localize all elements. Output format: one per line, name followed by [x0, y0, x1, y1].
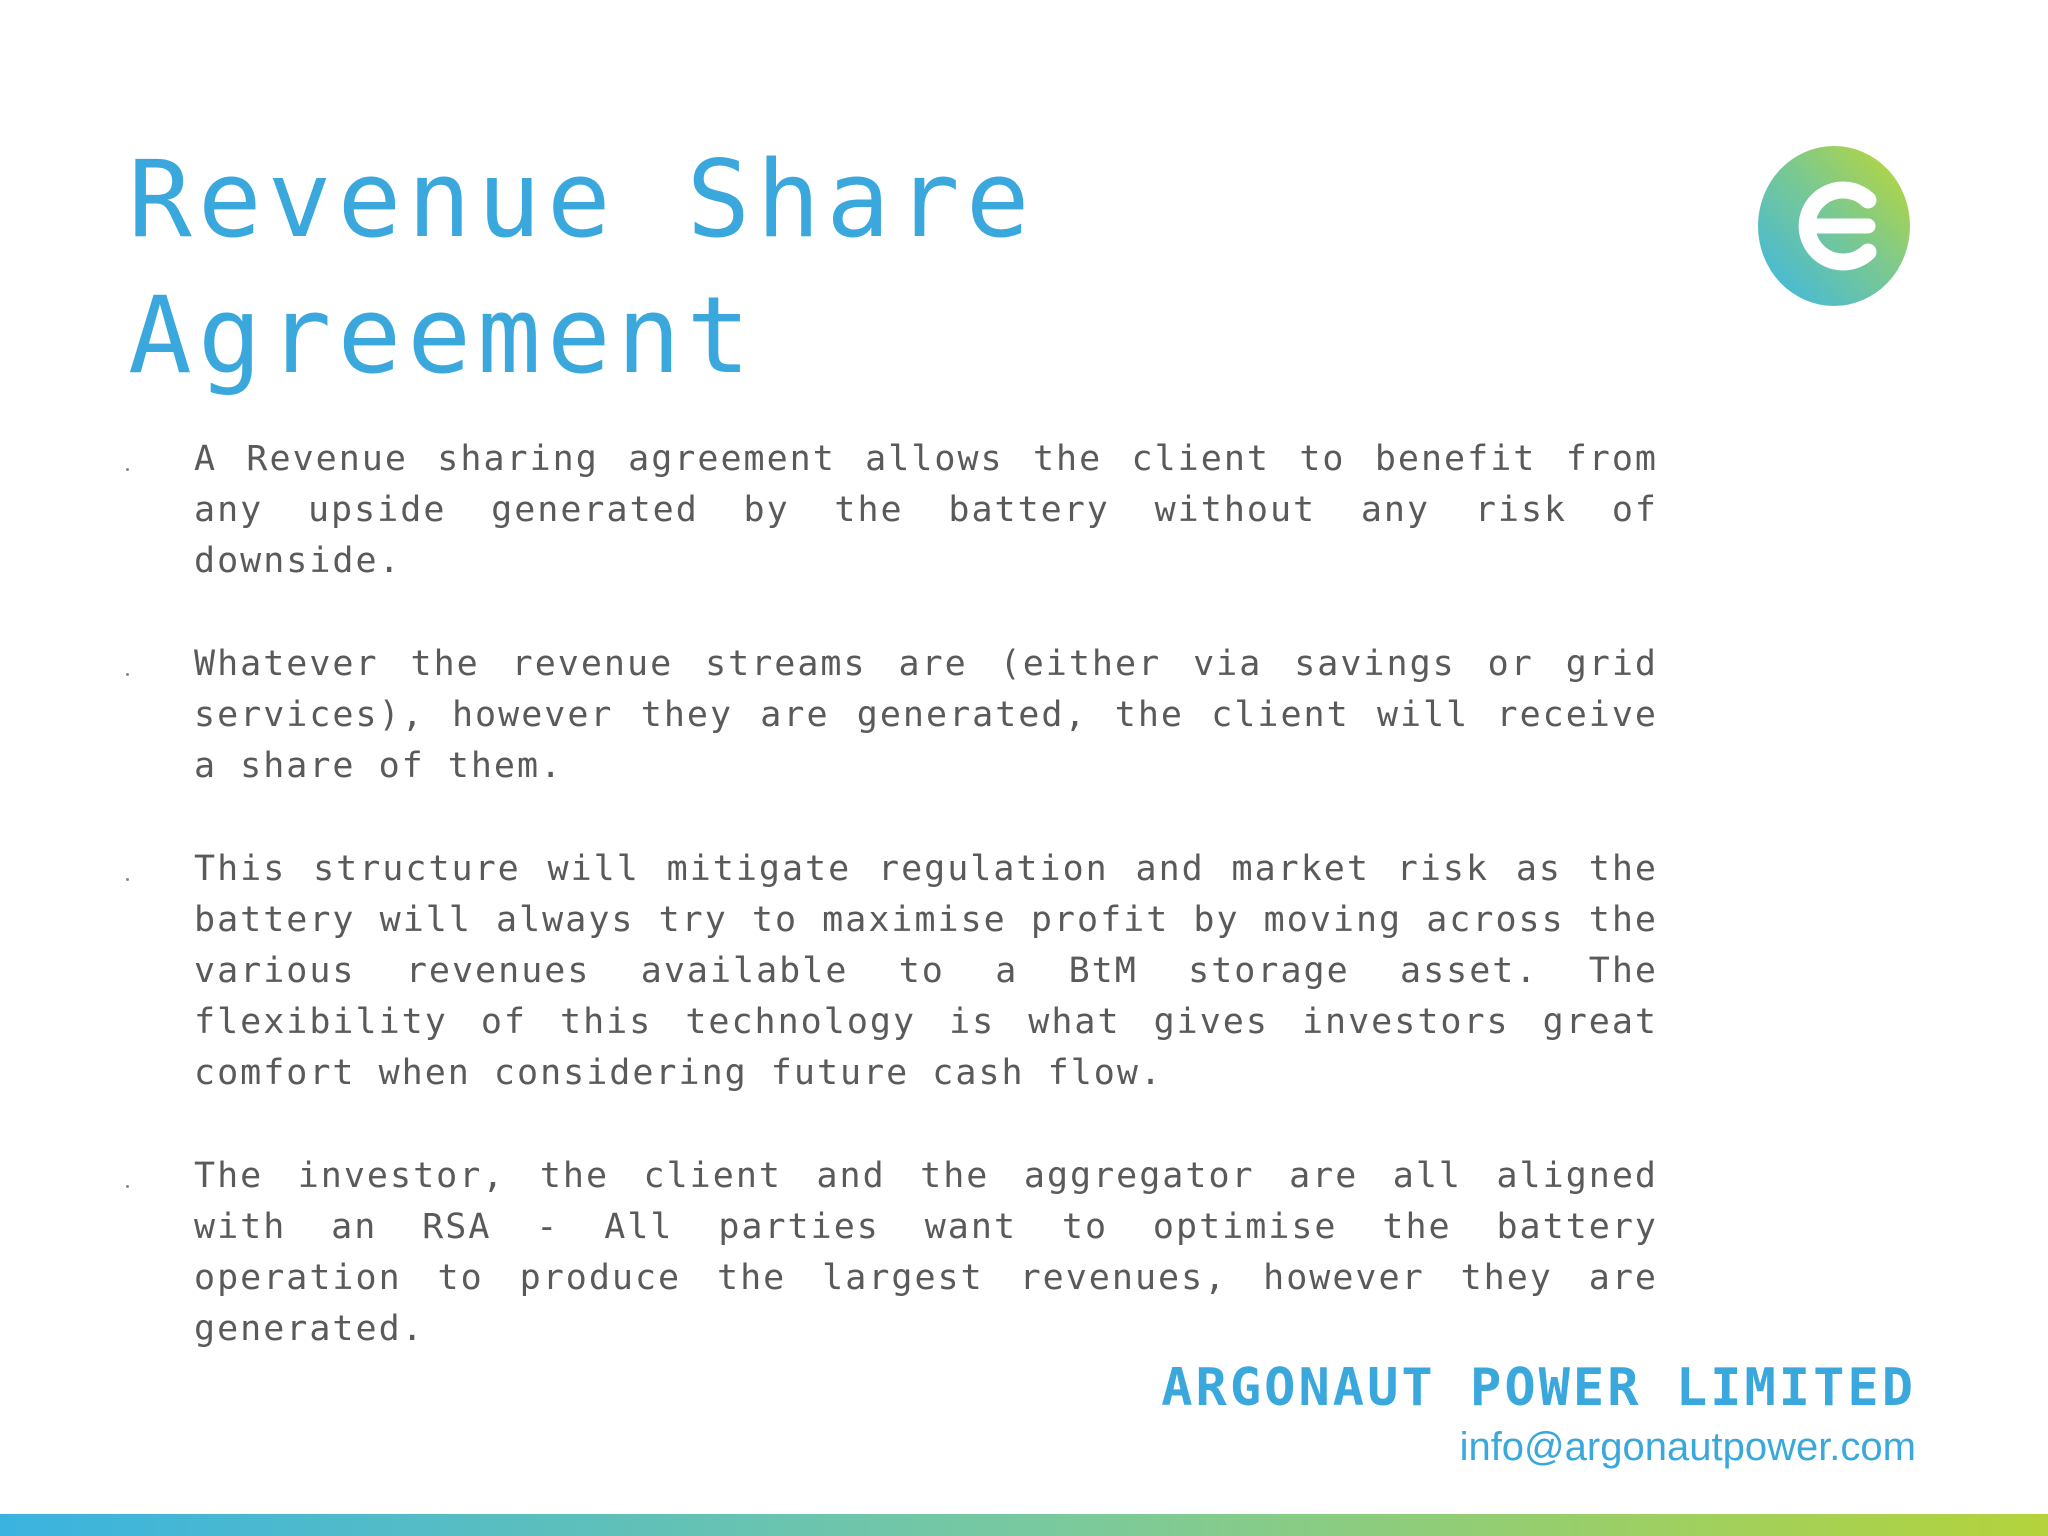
company-name: ARGONAUT POWER LIMITED — [1161, 1358, 1916, 1418]
bullet-marker — [126, 673, 129, 676]
bullet-marker — [126, 878, 129, 881]
slide-title-line-2: Agreement — [128, 274, 757, 397]
bullet-marker — [126, 468, 129, 471]
argonaut-e-logo-icon — [1756, 144, 1912, 308]
slide-title — [128, 132, 1428, 404]
bullet-list — [118, 434, 1658, 1407]
bullet-marker — [126, 1185, 129, 1188]
bullet-text: This structure will mitigate regulation and market risk as the battery will always try to maximise profit by moving across the various revenues available to a BtM storage asset. The flexibility of this technology is what gives investors great comfort when considering future cash flow. — [194, 849, 1658, 1093]
bullet-text: Whatever the revenue streams are (either via savings or grid services), however they are generated, the client will receive a share of them. — [194, 644, 1658, 786]
contact-email[interactable]: info@argonautpower.com — [1459, 1425, 1916, 1469]
bullet-item — [118, 1151, 1658, 1355]
bullet-item — [118, 844, 1658, 1099]
bullet-item — [118, 434, 1658, 587]
bullet-item — [118, 639, 1658, 792]
bullet-text: The investor, the client and the aggregator are all aligned with an RSA - All parties want to optimise the battery operation to produce the largest revenues, however they are generated. — [194, 1156, 1658, 1349]
slide-title-line-1: Revenue Share — [128, 138, 1036, 261]
bullet-text: A Revenue sharing agreement allows the client to benefit from any upside generated by the battery without any risk of downside. — [194, 439, 1658, 581]
footer-gradient-bar — [0, 1514, 2048, 1536]
